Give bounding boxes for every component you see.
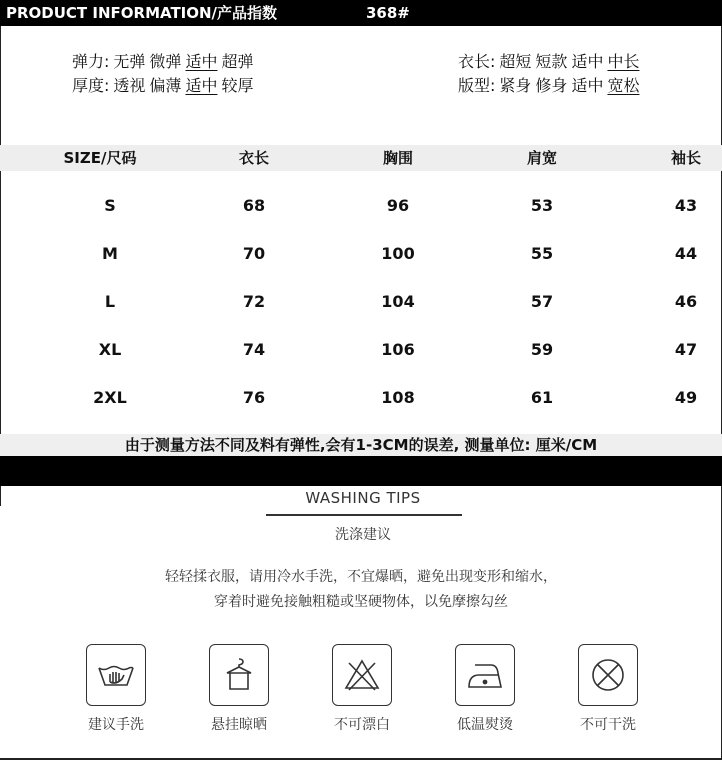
section-divider-bar <box>0 456 722 486</box>
attr-label: 厚度: <box>72 76 110 95</box>
table-cell: XL <box>98 340 122 359</box>
table-cell: 70 <box>242 244 266 263</box>
attr-label: 弹力: <box>72 52 110 71</box>
table-cell: S <box>104 196 116 215</box>
low-iron-label: 低温熨烫 <box>457 717 513 733</box>
length-row <box>458 52 643 72</box>
table-cell: 96 <box>386 196 410 215</box>
attr-option: 适中 <box>571 76 604 95</box>
product-code: 368# <box>366 4 410 22</box>
attr-option: 较厚 <box>221 76 254 95</box>
no-dry-clean-label: 不可干洗 <box>580 717 636 733</box>
hang-dry-icon <box>209 644 269 706</box>
attr-option: 中长 <box>607 52 640 71</box>
attr-option: 超短 <box>499 52 532 71</box>
table-cell: 108 <box>381 388 415 407</box>
attr-option: 短款 <box>535 52 568 71</box>
table-cell: 68 <box>242 196 266 215</box>
no-bleach-icon <box>332 644 392 706</box>
table-cell: 2XL <box>93 388 127 407</box>
attr-option: 超弹 <box>221 52 254 71</box>
fit-row <box>458 76 643 96</box>
attr-label: 版型: <box>458 76 496 95</box>
column-header-size: SIZE/尺码 <box>63 149 137 167</box>
table-cell: 74 <box>242 340 266 359</box>
attr-option: 适中 <box>185 52 218 71</box>
attr-option: 紧身 <box>499 76 532 95</box>
column-header-length: 衣长 <box>238 149 269 167</box>
table-cell: 72 <box>242 292 266 311</box>
washing-tips-title: WASHING TIPS <box>305 489 421 507</box>
washing-title-underline <box>266 514 462 516</box>
title-bar <box>0 0 722 26</box>
no-bleach-label: 不可漂白 <box>334 717 390 733</box>
table-cell: M <box>102 244 118 263</box>
table-cell: 106 <box>381 340 415 359</box>
hang-dry-label: 悬挂晾晒 <box>211 717 267 733</box>
table-cell: 43 <box>674 196 698 215</box>
column-header-shoulder: 肩宽 <box>526 149 557 167</box>
table-cell: 53 <box>530 196 554 215</box>
attr-option: 无弹 <box>113 52 146 71</box>
table-cell: 76 <box>242 388 266 407</box>
hand-wash-icon <box>86 644 146 706</box>
thickness-row <box>72 76 257 96</box>
table-cell: 59 <box>530 340 554 359</box>
attr-option: 偏薄 <box>149 76 182 95</box>
attr-option: 宽松 <box>607 76 640 95</box>
washing-description-line-2: 穿着时避免接触粗糙或坚硬物体，以免摩擦勾丝 <box>214 594 508 610</box>
attr-option: 适中 <box>185 76 218 95</box>
column-header-sleeve: 袖长 <box>670 149 701 167</box>
table-cell: 47 <box>674 340 698 359</box>
table-cell: 100 <box>381 244 415 263</box>
table-cell: 55 <box>530 244 554 263</box>
table-cell: 44 <box>674 244 698 263</box>
washing-tips-subtitle: 洗涤建议 <box>335 527 391 543</box>
attr-label: 衣长: <box>458 52 496 71</box>
measurement-note: 由于测量方法不同及料有弹性,会有1-3CM的误差, 测量单位: 厘米/CM <box>0 434 722 456</box>
no-dry-clean-icon <box>578 644 638 706</box>
low-iron-icon <box>455 644 515 706</box>
table-cell: 57 <box>530 292 554 311</box>
attr-option: 适中 <box>571 52 604 71</box>
attr-option: 透视 <box>113 76 146 95</box>
elasticity-row <box>72 52 257 72</box>
table-cell: 46 <box>674 292 698 311</box>
hand-wash-label: 建议手洗 <box>88 717 144 733</box>
washing-description-line-1: 轻轻揉衣服，请用冷水手洗，不宜爆晒，避免出现变形和缩水， <box>165 569 557 585</box>
table-cell: 49 <box>674 388 698 407</box>
attr-option: 修身 <box>535 76 568 95</box>
attr-option: 微弹 <box>149 52 182 71</box>
table-cell: L <box>104 292 116 311</box>
table-cell: 104 <box>381 292 415 311</box>
column-header-chest: 胸围 <box>382 149 413 167</box>
table-cell: 61 <box>530 388 554 407</box>
page-title: PRODUCT INFORMATION/产品指数 <box>6 4 278 22</box>
